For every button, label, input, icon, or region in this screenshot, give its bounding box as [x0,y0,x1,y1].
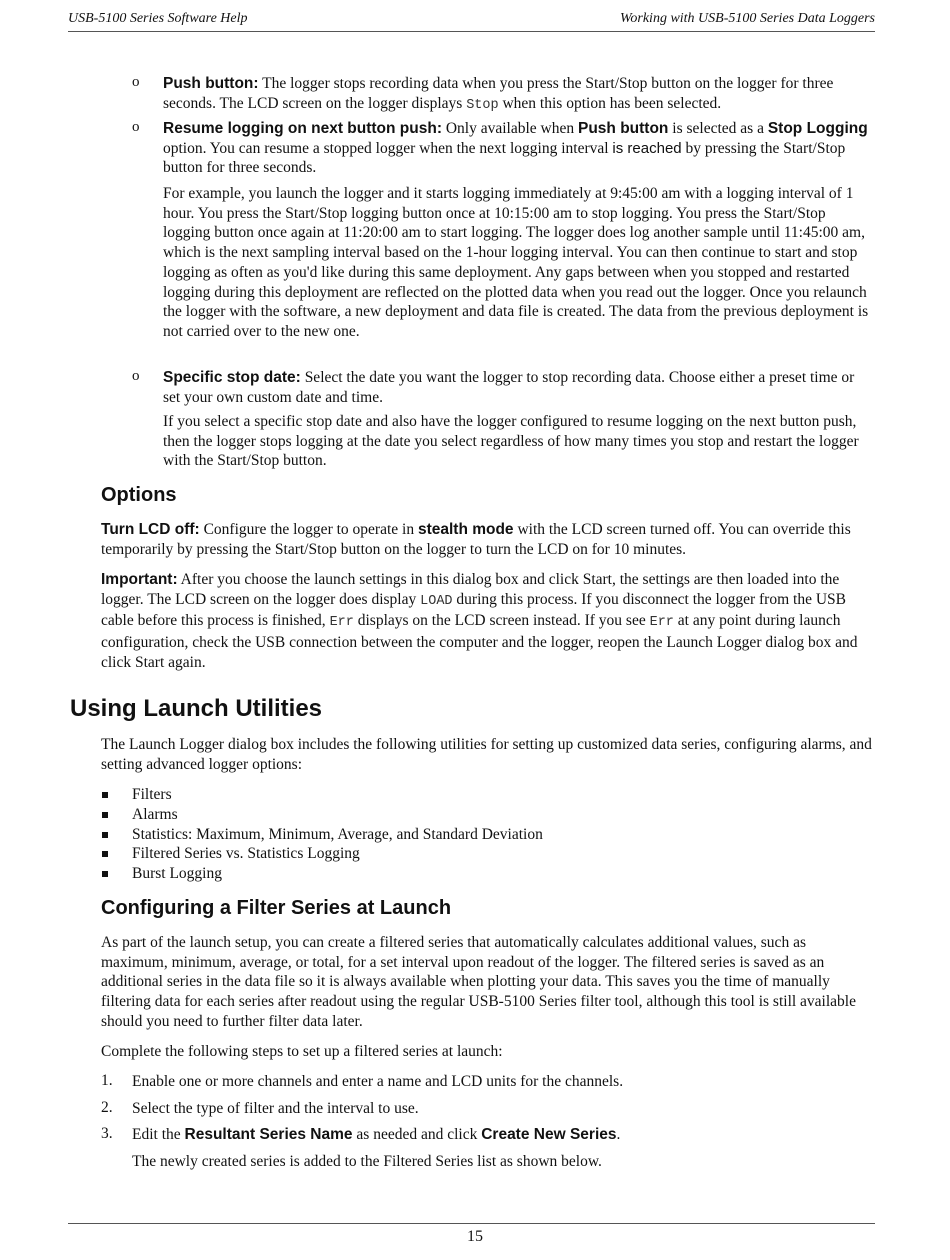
step-number: 2. [101,1099,113,1116]
square-bullet-icon [102,812,108,818]
header-left-title: USB-5100 Series Software Help [68,11,248,26]
filter-intro-paragraph: As part of the launch setup, you can create a filtered series that automatically calculates additional values, such as maximum, minimum, average, or total, for a set interval upon readout of the logger. The filtered series is saved as an additional series in the data file so it is always available when plotting your data. This saves you the time of manually filtering data for each series after readout using the regular USB-5100 Series filter tool, although this tool is still available should you need to further filter data later. [101,934,856,1030]
lcd-code: Err [649,615,674,631]
step-number: 1. [101,1072,113,1089]
square-bullet-icon [102,792,108,798]
item-text: Configure the logger to operate in [199,521,418,538]
resume-logging-item [163,119,875,178]
list-item [101,825,801,845]
list-item [101,785,801,805]
lcd-code: LOAD [420,593,453,609]
filter-series-heading: Configuring a Filter Series at Launch [101,897,452,919]
list-item-text: Burst Logging [132,865,222,883]
lcd-code: Err [329,615,354,631]
inline-bold: Stop Logging [767,120,868,137]
item-text: Only available when [441,120,578,137]
step-text: Select the type of filter and the interval to use. [132,1100,419,1117]
item-text: at any point during launch configuration, check the USB connection between the computer and the logger, reopen the Launch Logger dialog box and click Start again. [101,612,858,671]
item-text: Select the date you want the logger to stop recording data. Choose either a preset time or set your own custom date and time. [163,369,855,406]
filter-steps-intro: Complete the following steps to set up a filtered series at launch: [101,1043,503,1060]
header-right-title: Working with USB-5100 Series Data Loggers [620,11,875,26]
item-text: The logger stops recording data when you press the Start/Stop button on the logger for three seconds. The LCD screen on the logger displays [163,75,834,112]
utilities-intro: The Launch Logger dialog box includes the following utilities for setting up customized data series, configuring alarms, and setting advanced logger options: [101,736,872,773]
step-number: 3. [101,1125,113,1142]
specific-stop-date-item [163,368,875,407]
specific-stop-note: If you select a specific stop date and also have the logger configured to resume logging on the next button push, then the logger stops logging at the date you select regardless of how many times you stop and restart the logger with the Start/Stop button. [163,413,859,470]
item-text: is selected as a [668,120,768,137]
item-text: . [616,1126,621,1143]
list-item-text: Filtered Series vs. Statistics Logging [132,845,360,863]
turn-lcd-off-paragraph [101,520,875,559]
item-text: option. You can resume a stopped logger when the next logging interval [163,139,613,157]
lcd-code: Stop [466,97,499,113]
item-text: After you choose the launch settings in this dialog box and click Start, the settings are then loaded into the logger. The LCD screen on the logger does display [101,571,840,608]
inline-bold: Resultant Series Name [184,1126,353,1143]
item-text: as needed and click [352,1126,482,1143]
item-label: Important: [101,571,178,588]
inline-sans: is reached [612,139,682,157]
list-item-text: Filters [132,786,172,803]
item-text: Edit the [132,1126,185,1143]
page-number: 15 [467,1228,483,1245]
item-label: Turn LCD off: [101,521,200,538]
inline-bold: Push button [578,120,669,137]
bullet-marker: o [132,119,140,135]
footer-divider [68,1223,875,1224]
step3-note: The newly created series is added to the Filtered Series list as shown below. [132,1153,602,1170]
list-item-text: Statistics: Maximum, Minimum, Average, and Standard Deviation [132,825,543,843]
list-item [101,805,801,825]
square-bullet-icon [102,832,108,838]
important-paragraph [101,570,875,673]
push-button-item [163,74,875,115]
list-item [101,844,801,864]
page-header [68,11,875,32]
item-text: with the LCD screen turned off. You can override this temporarily by pressing the Start/Stop button on the logger to turn the LCD on for 10 minutes. [101,521,851,558]
item-text: during this process. If you disconnect the logger from the USB cable before this process is finished, [101,590,846,630]
utilities-list [101,785,801,884]
options-heading: Options [101,484,177,506]
list-item [101,864,801,884]
square-bullet-icon [102,851,108,857]
inline-bold: Create New Series [481,1126,617,1143]
item-label: Push button: [163,75,259,92]
square-bullet-icon [102,871,108,877]
list-item-text: Alarms [132,805,178,823]
item-label: Resume logging on next button push: [163,120,442,137]
inline-bold: stealth mode [417,521,514,538]
step-text: Enable one or more channels and enter a name and LCD units for the channels. [132,1073,624,1090]
step-text [132,1125,872,1145]
resume-example-paragraph: For example, you launch the logger and it starts logging immediately at 9:45:00 am with a logging interval of 1 hour. You press the Start/Stop logging button once at 10:15:00 am to stop logging. You press the Start/Stop logging button once again at 11:20:00 am to start logging. The logger does log another sample until 11:45:00 am, which is the next sampling interval based on the 1-hour logging interval. You can then continue to start and stop logging as often as you'd like during this same deployment. Any gaps between when you stopped and restarted logging during this deployment are reflected on the plotted data when you read out the logger. Once you relaunch the logger with the software, a new deployment and data file is created. The data from the previous deployment is not carried over to the new one. [163,185,869,340]
item-text: by pressing the Start/Stop button for three seconds. [163,139,846,177]
item-text: when this option has been selected. [498,94,722,112]
launch-utilities-heading: Using Launch Utilities [70,695,323,722]
bullet-marker: o [132,74,140,90]
item-text: displays on the LCD screen instead. If you see [353,612,650,630]
bullet-marker: o [132,368,140,384]
item-label: Specific stop date: [163,369,301,386]
